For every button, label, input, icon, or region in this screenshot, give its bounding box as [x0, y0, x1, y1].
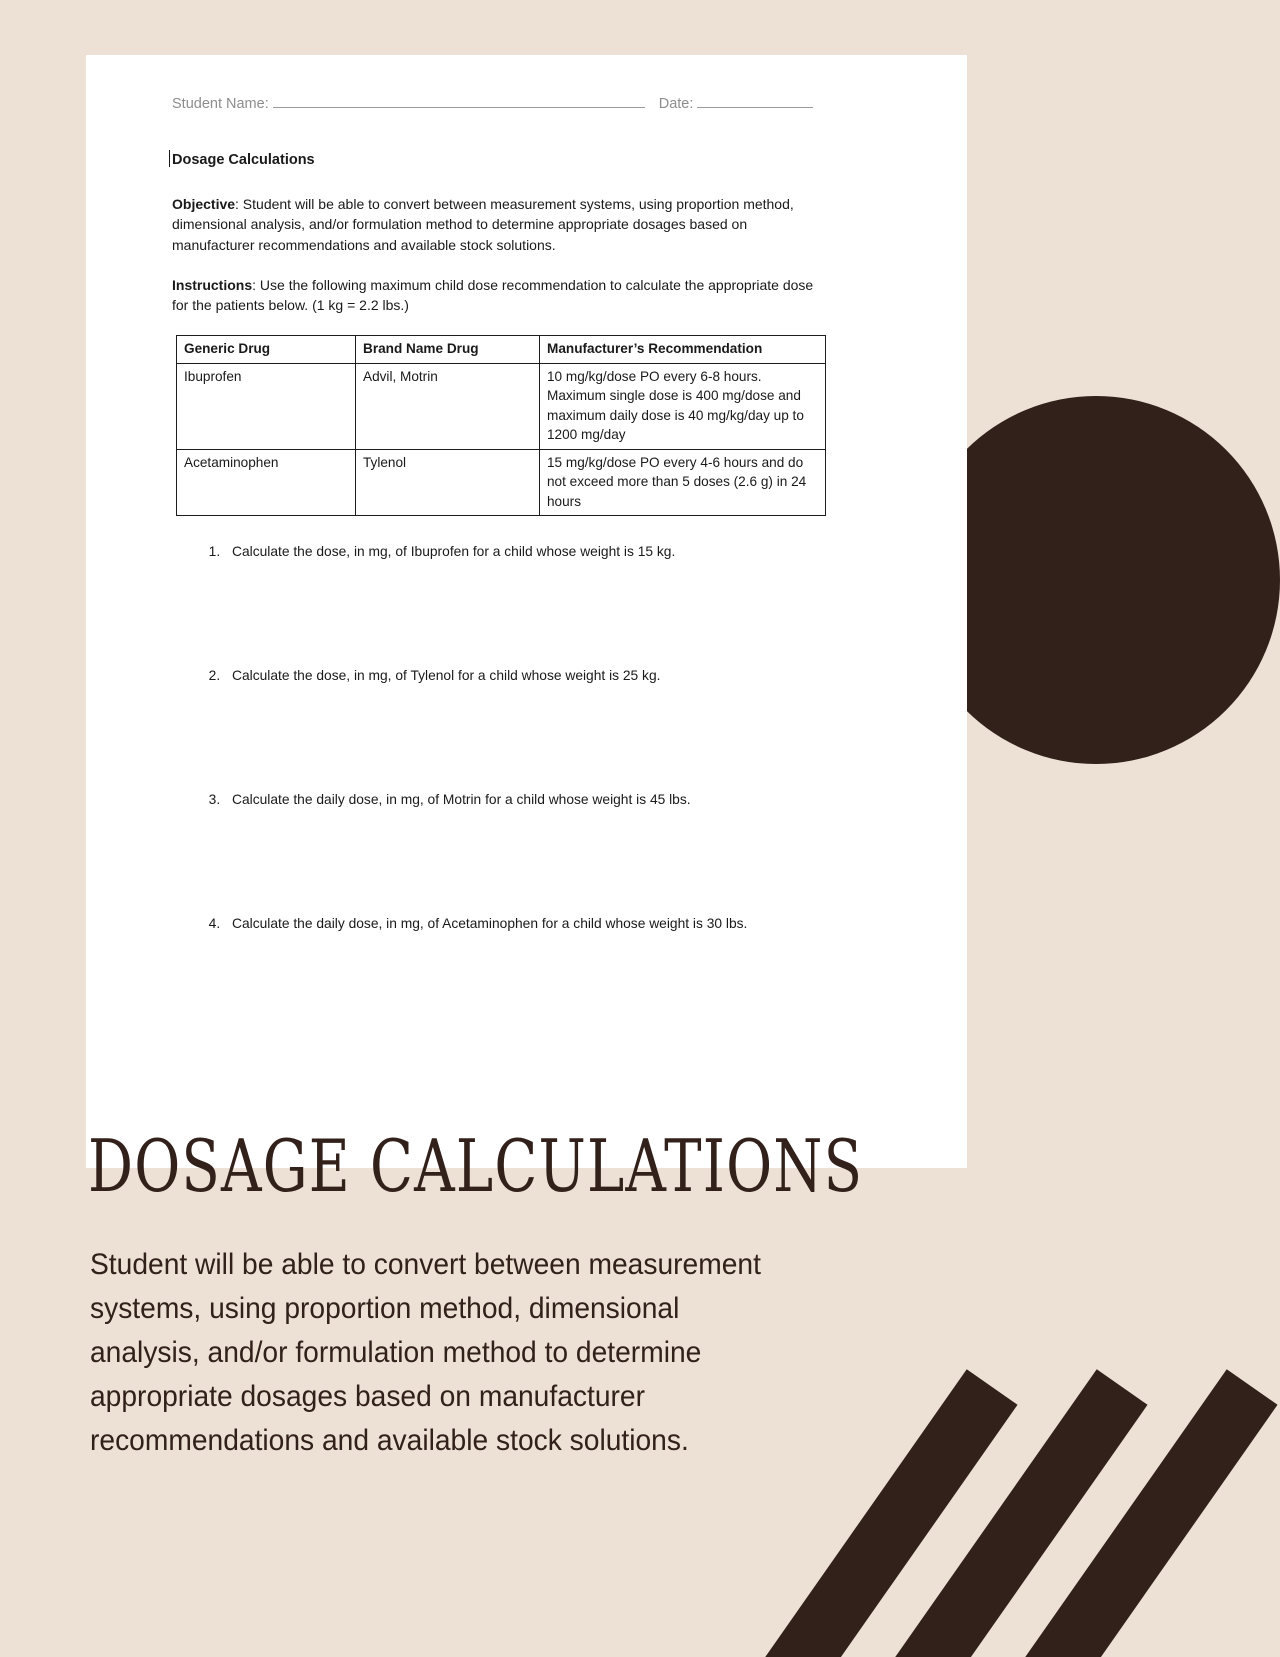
cell-generic-drug: Acetaminophen [177, 449, 356, 515]
table-row [177, 449, 826, 515]
cover-description: Student will be able to convert between measurement systems, using proportion method, dimensional analysis, and/or formulation method to determine appropriate dosages based on manufacturer recommendations and available stock solutions. [90, 1248, 761, 1458]
header-brand-name-drug: Brand Name Drug [356, 336, 540, 363]
worksheet-content [172, 95, 832, 931]
objective-text: : Student will be able to convert between measurement systems, using proportion method, dimensional analysis, and/or formulation method to determine appropriate dosages based on manufacturer recommendations and available stock solutions. [172, 196, 794, 253]
decorative-diagonal-stripes [700, 1280, 1280, 1657]
student-name-field[interactable] [273, 95, 645, 108]
instructions-paragraph [172, 275, 816, 316]
table-header-row [177, 336, 826, 363]
objective-paragraph [172, 194, 816, 255]
page-title: DOSAGE CALCULATIONS [88, 1124, 864, 1208]
worksheet-page [86, 55, 967, 1168]
instructions-text: : Use the following maximum child dose recommendation to calculate the appropriate dose for the patients below. (1 kg = 2.2 lbs.) [172, 276, 814, 314]
cell-recommendation: 15 mg/kg/dose PO every 4-6 hours and do not exceed more than 5 doses (2.6 g) in 24 hours [540, 449, 826, 515]
cell-brand-name-drug: Advil, Motrin [356, 363, 540, 449]
dosage-table [176, 335, 826, 516]
student-name-label: Student Name: [172, 96, 269, 112]
instructions-label: Instructions [172, 276, 253, 293]
list-item: 1. Calculate the dose, in mg, of Ibuprofen for a child whose weight is 15 kg. [224, 544, 832, 559]
header-manufacturer-recommendation: Manufacturer’s Recommendation [540, 336, 826, 363]
header-generic-drug: Generic Drug [177, 336, 356, 363]
cell-generic-drug: Ibuprofen [177, 363, 356, 449]
cell-brand-name-drug: Tylenol [356, 449, 540, 515]
objective-label: Objective [172, 196, 236, 212]
cell-recommendation: 10 mg/kg/dose PO every 6-8 hours. Maximum single dose is 400 mg/dose and maximum daily dose is 40 mg/kg/day up to 1200 mg/day [540, 363, 826, 449]
worksheet-heading: Dosage Calculations [172, 152, 832, 168]
questions-list [172, 544, 832, 931]
list-item: 3. Calculate the daily dose, in mg, of Motrin for a child whose weight is 45 lbs. [224, 792, 832, 807]
list-item: 2. Calculate the dose, in mg, of Tylenol for a child whose weight is 25 kg. [224, 668, 832, 683]
date-label: Date: [658, 96, 694, 112]
list-item: 4. Calculate the daily dose, in mg, of Acetaminophen for a child whose weight is 30 lbs. [224, 916, 832, 931]
date-field[interactable] [697, 95, 813, 108]
decorative-circle [912, 396, 1280, 764]
student-info-row [172, 95, 832, 112]
table-row [177, 363, 826, 449]
